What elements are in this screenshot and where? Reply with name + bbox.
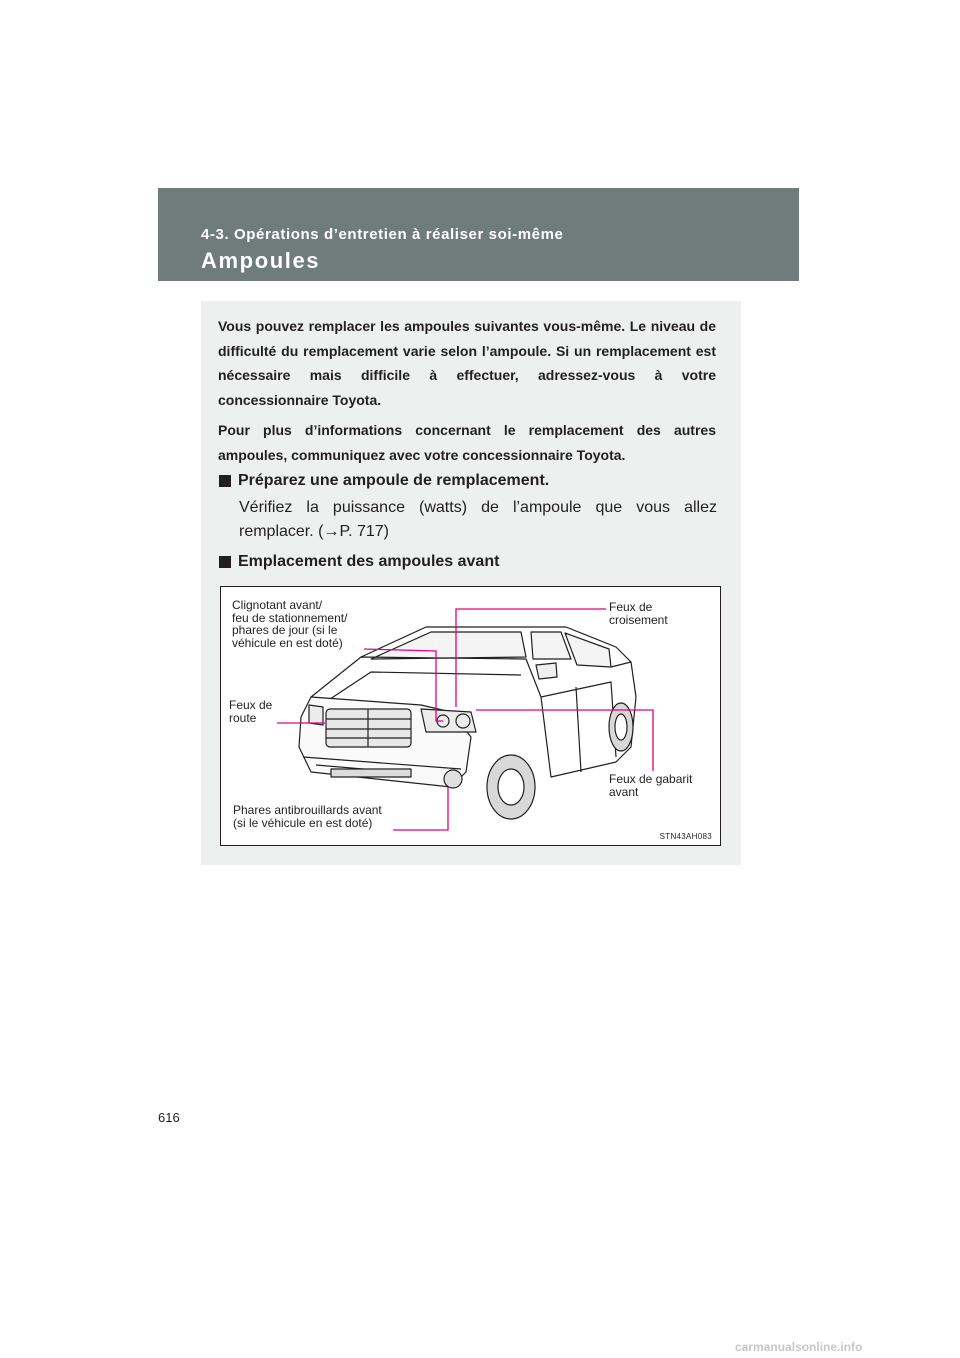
page-number: 616 xyxy=(158,1110,180,1125)
section-header xyxy=(158,188,799,281)
figure-code: STN43AH083 xyxy=(659,832,712,841)
bullet-body-text: Vérifiez la puissance (watts) de l’ampoule que vous allez remplacer. (→P. 717) xyxy=(239,499,717,540)
callout-high-beam: Feux de route xyxy=(229,698,273,725)
bullet-heading-location xyxy=(219,553,499,571)
intro-paragraph-2: Pour plus d’informations concernant le remplacement des autres ampoules, communiquez avec votre concessionnaire Toyota. xyxy=(218,422,716,463)
bullet-heading-text: Préparez une ampoule de remplacement. xyxy=(238,472,550,489)
callout-side-marker: Feux de gabarit avant xyxy=(609,772,693,799)
callout-fog-lights: Phares antibrouillards avant (si le véhicule en est doté) xyxy=(233,803,382,830)
bullet-heading-text: Emplacement des ampoules avant xyxy=(238,553,500,570)
watermark: carmanualsonline.info xyxy=(735,1340,863,1354)
page-title: Ampoules xyxy=(201,248,321,273)
intro-paragraph: Vous pouvez remplacer les ampoules suivantes vous-même. Le niveau de difficulté du remplacement varie selon l’ampoule. Si un remplacement est nécessaire mais difficile à effectuer, adressez-vous à votre concessionnaire Toyota. xyxy=(218,318,716,408)
section-label: 4-3. Opérations d’entretien à réaliser soi-même xyxy=(201,226,564,243)
square-bullet-icon xyxy=(219,556,231,568)
callout-turn-signal: Clignotant avant/ feu de stationnement/ phares de jour (si le véhicule en est doté) xyxy=(232,598,348,650)
callout-low-beam: Feux de croisement xyxy=(609,600,668,627)
content-box xyxy=(201,301,741,865)
bullet-heading-replacement xyxy=(219,472,549,490)
square-bullet-icon xyxy=(219,475,231,487)
truck-illustration xyxy=(220,586,721,846)
